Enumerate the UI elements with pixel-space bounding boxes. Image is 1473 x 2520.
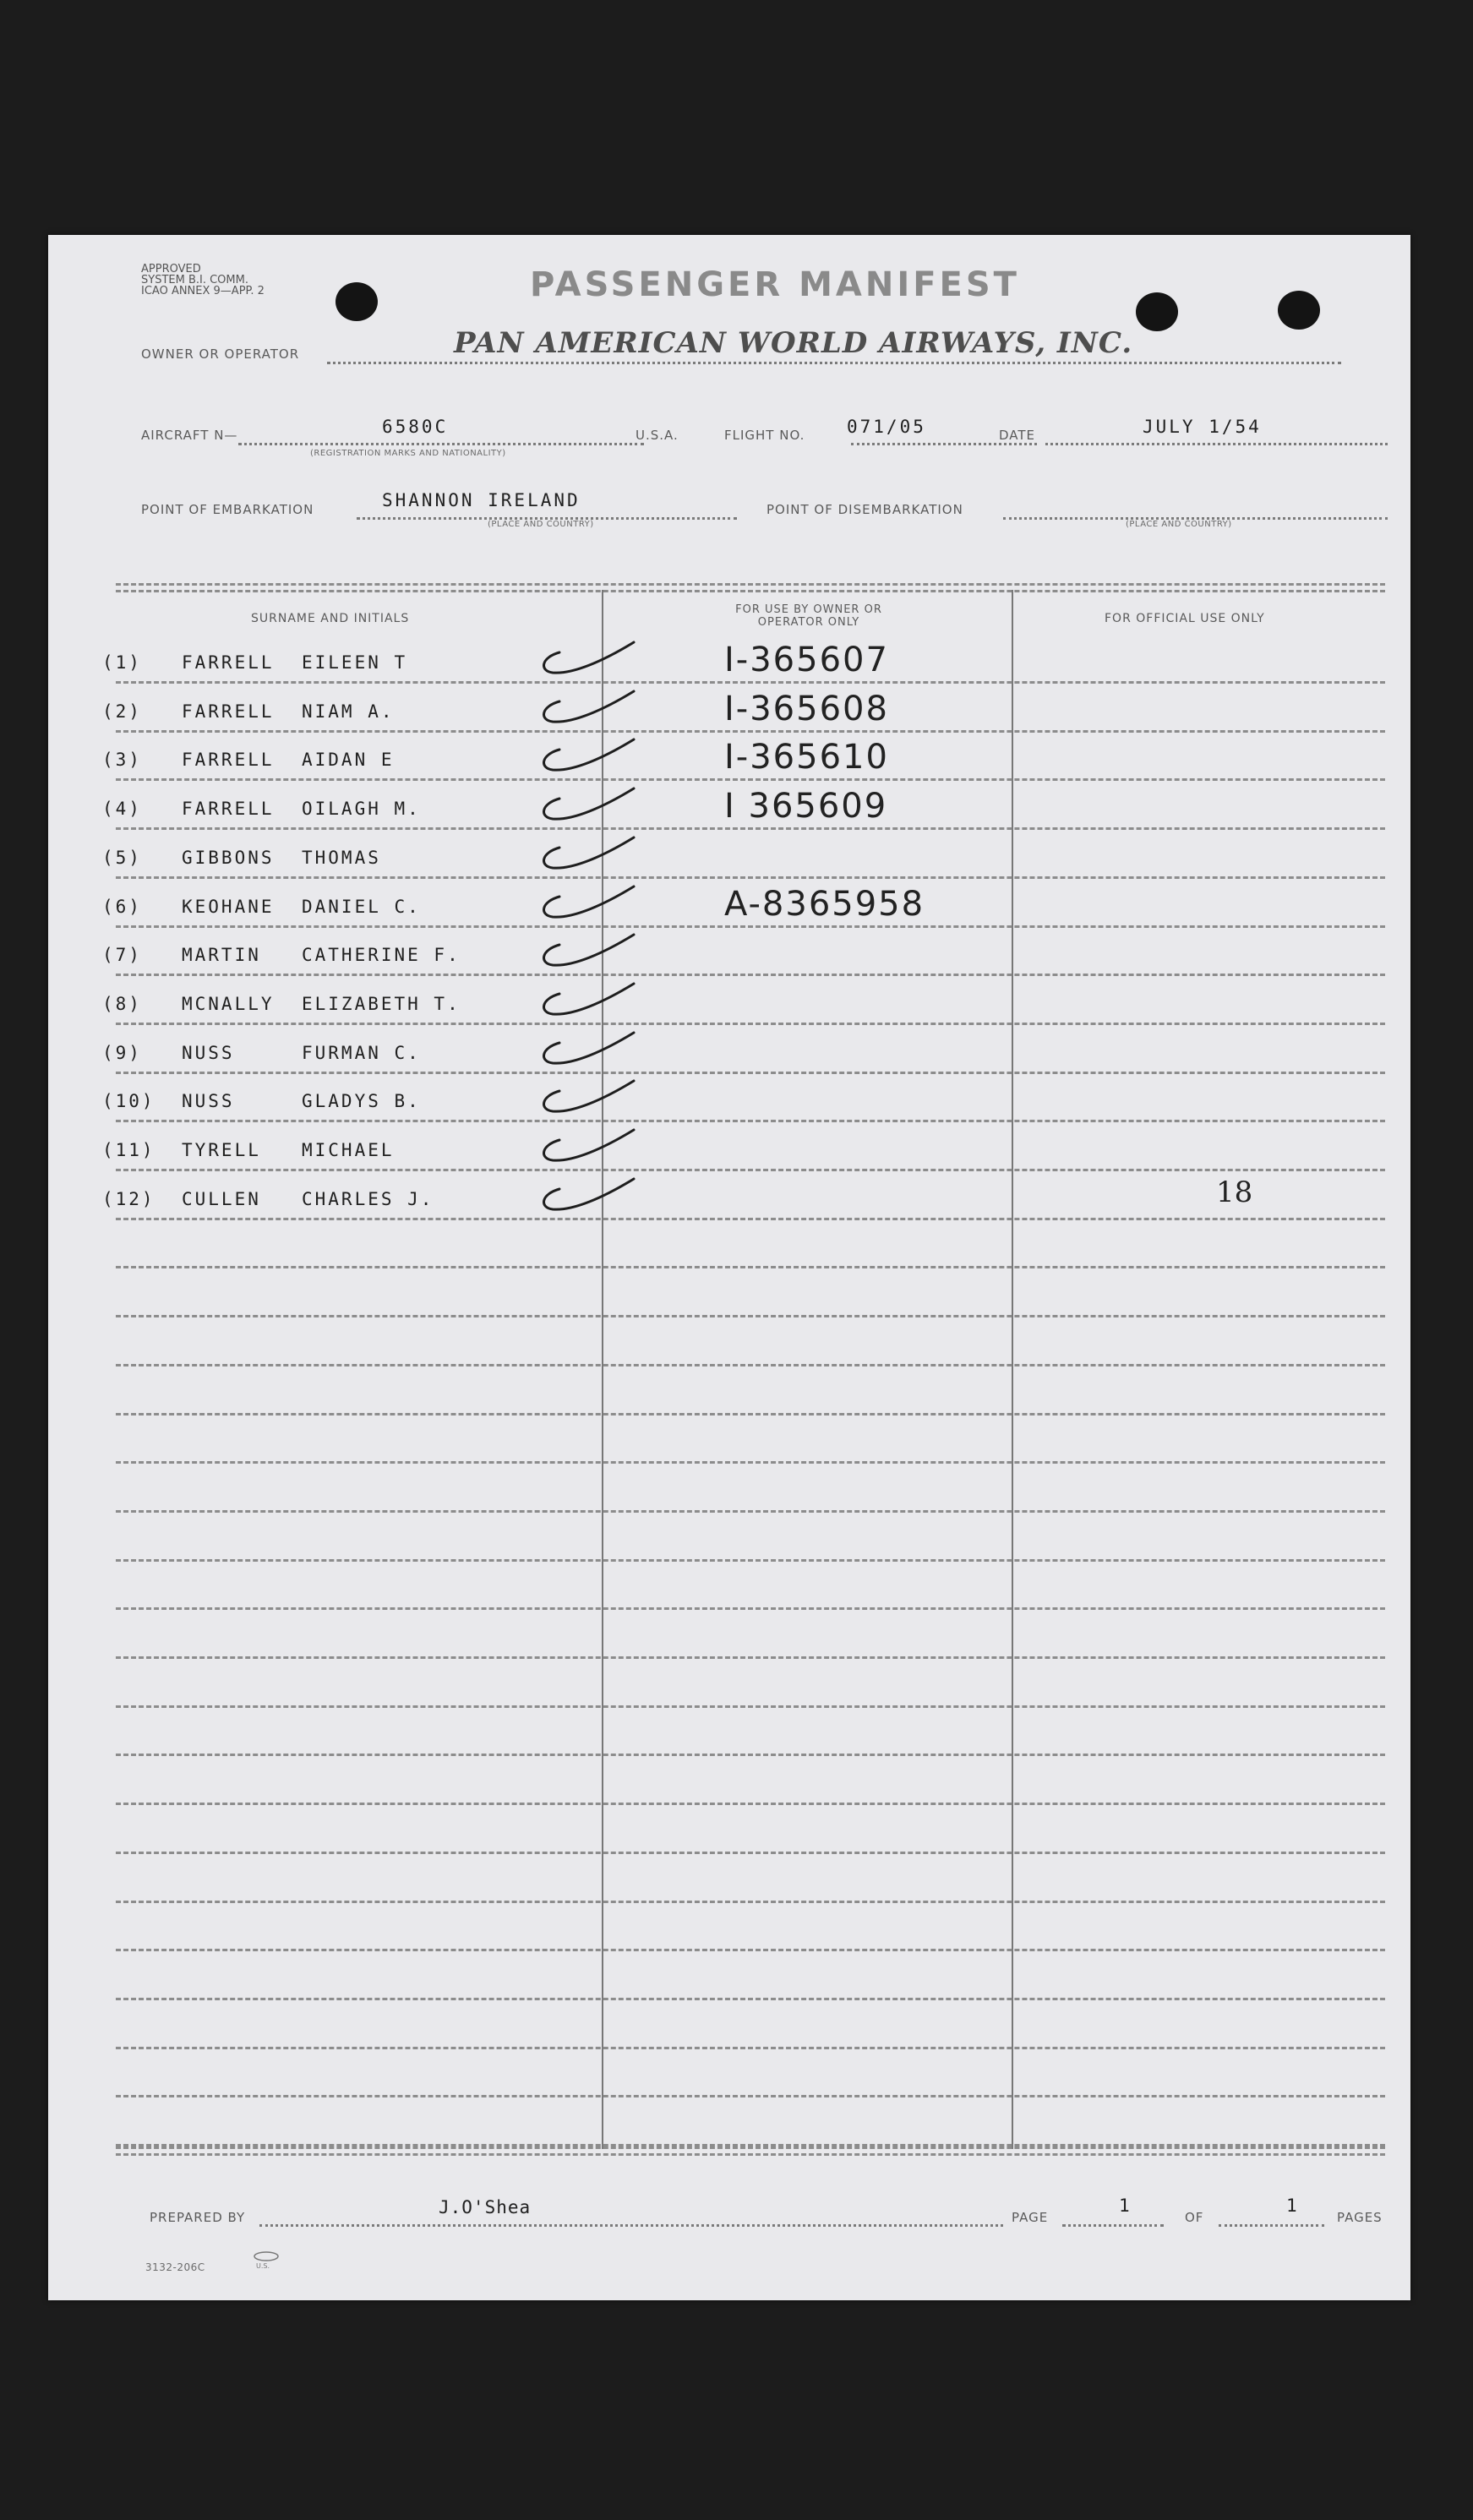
page-value: 1	[1119, 2195, 1132, 2216]
passenger-number: (9)	[102, 1043, 142, 1063]
row-rule	[116, 1559, 1385, 1562]
header-rule	[116, 583, 1385, 586]
checkmark-icon	[534, 685, 652, 732]
checkmark-icon	[534, 1123, 652, 1170]
passenger-row	[48, 1079, 1410, 1121]
approved-line: SYSTEM B.I. COMM.	[141, 274, 248, 286]
checkmark-icon	[534, 1074, 652, 1121]
col-surname-header: SURNAME AND INITIALS	[251, 612, 410, 625]
checkmark-icon	[534, 635, 652, 683]
row-rule	[116, 2095, 1385, 2097]
passenger-number: (8)	[102, 994, 142, 1014]
row-rule	[116, 1266, 1385, 1268]
form-title: PASSENGER MANIFEST	[530, 265, 1020, 304]
row-rule	[116, 1803, 1385, 1805]
passenger-number: (4)	[102, 799, 142, 819]
passenger-row	[48, 1177, 1410, 1219]
punch-hole-right-2	[1278, 291, 1320, 330]
passenger-given-names: GLADYS B.	[302, 1091, 421, 1111]
embark-label: POINT OF EMBARKATION	[141, 502, 314, 517]
punch-hole-left	[336, 282, 378, 321]
row-rule	[116, 1461, 1385, 1464]
passenger-surname: CULLEN	[182, 1189, 261, 1209]
flight-underline	[851, 443, 1037, 445]
passenger-given-names: CHARLES J.	[302, 1189, 434, 1209]
checkmark-icon	[534, 782, 652, 829]
passenger-given-names: FURMAN C.	[302, 1043, 421, 1063]
passenger-given-names: MICHAEL	[302, 1140, 395, 1160]
approved-stamp	[141, 264, 265, 297]
page-label: PAGE	[1012, 2210, 1049, 2225]
of-value: 1	[1286, 2195, 1300, 2216]
passenger-surname: NUSS	[182, 1043, 235, 1063]
passenger-id-note: I-365610	[724, 738, 889, 777]
row-rule	[116, 2047, 1385, 2049]
official-total: 18	[1216, 1175, 1253, 1209]
row-rule	[116, 1852, 1385, 1854]
col-official-header: FOR OFFICIAL USE ONLY	[1105, 612, 1265, 625]
pages-label: PAGES	[1337, 2210, 1383, 2225]
passenger-row	[48, 885, 1410, 927]
passenger-surname: FARRELL	[182, 799, 275, 819]
passenger-given-names: OILAGH M.	[302, 799, 421, 819]
row-rule	[116, 1656, 1385, 1659]
prepared-label: PREPARED BY	[150, 2210, 246, 2225]
checkmark-icon	[534, 928, 652, 975]
passenger-row	[48, 690, 1410, 732]
owner-value: PAN AMERICAN WORLD AIRWAYS, INC.	[454, 326, 1133, 360]
row-rule	[116, 1949, 1385, 1951]
passenger-surname: FARRELL	[182, 750, 275, 770]
checkmark-icon	[534, 977, 652, 1024]
passenger-surname: TYRELL	[182, 1140, 261, 1160]
passenger-number: (3)	[102, 750, 142, 770]
row-rule	[116, 1364, 1385, 1366]
passenger-surname: MARTIN	[182, 945, 261, 965]
passenger-given-names: THOMAS	[302, 848, 381, 868]
passenger-given-names: ELIZABETH T.	[302, 994, 461, 1014]
passenger-given-names: DANIEL C.	[302, 897, 421, 917]
footer-rule	[116, 2146, 1385, 2149]
passenger-surname: FARRELL	[182, 652, 275, 673]
prepared-value: J.O'Shea	[439, 2197, 532, 2217]
printer-mark-icon	[251, 2250, 281, 2275]
passenger-given-names: AIDAN E	[302, 750, 395, 770]
passenger-surname: NUSS	[182, 1091, 235, 1111]
passenger-surname: GIBBONS	[182, 848, 275, 868]
checkmark-icon	[534, 733, 652, 780]
aircraft-underline	[238, 443, 644, 445]
checkmark-icon	[534, 1026, 652, 1073]
passenger-row	[48, 1128, 1410, 1170]
passenger-id-note: I 365609	[724, 787, 888, 826]
nationality: U.S.A.	[636, 428, 679, 443]
passenger-row	[48, 641, 1410, 683]
checkmark-icon	[534, 1172, 652, 1219]
passenger-surname: FARRELL	[182, 701, 275, 722]
col-owner-header: FOR USE BY OWNER OR OPERATOR ONLY	[735, 603, 882, 629]
date-underline	[1045, 443, 1388, 445]
row-rule	[116, 1607, 1385, 1610]
passenger-number: (7)	[102, 945, 142, 965]
passenger-row	[48, 933, 1410, 975]
flight-label: FLIGHT NO.	[724, 428, 805, 443]
aircraft-label: AIRCRAFT N—	[141, 428, 238, 443]
disembark-note: (PLACE AND COUNTRY)	[1126, 520, 1232, 529]
passenger-number: (2)	[102, 701, 142, 722]
row-rule	[116, 1901, 1385, 1903]
checkmark-icon	[534, 880, 652, 927]
passenger-id-note: A-8365958	[724, 885, 925, 924]
header-rule	[116, 590, 1385, 592]
of-label: OF	[1185, 2210, 1204, 2225]
svg-text:U.S.: U.S.	[256, 2262, 270, 2270]
embark-note: (PLACE AND COUNTRY)	[488, 520, 594, 529]
passenger-surname: KEOHANE	[182, 897, 275, 917]
manifest-page	[48, 235, 1410, 2300]
row-rule	[116, 1705, 1385, 1708]
passenger-number: (10)	[102, 1091, 155, 1111]
row-rule	[116, 1754, 1385, 1756]
prepared-underline	[259, 2224, 1003, 2227]
approved-line: ICAO ANNEX 9—APP. 2	[141, 285, 265, 297]
aircraft-value: 6580C	[382, 417, 449, 437]
passenger-given-names: CATHERINE F.	[302, 945, 461, 965]
passenger-given-names: NIAM A.	[302, 701, 395, 722]
disembark-label: POINT OF DISEMBARKATION	[767, 502, 963, 517]
owner-label: OWNER OR OPERATOR	[141, 346, 300, 362]
owner-underline	[327, 362, 1341, 364]
passenger-number: (11)	[102, 1140, 155, 1160]
date-label: DATE	[999, 428, 1036, 443]
passenger-given-names: EILEEN T	[302, 652, 408, 673]
checkmark-icon	[534, 831, 652, 878]
row-rule	[116, 1510, 1385, 1513]
passenger-number: (6)	[102, 897, 142, 917]
punch-hole-right-1	[1136, 292, 1178, 331]
passenger-row	[48, 982, 1410, 1024]
passenger-row	[48, 1031, 1410, 1073]
passenger-id-note: I-365608	[724, 690, 889, 728]
passenger-number: (12)	[102, 1189, 155, 1209]
passenger-row	[48, 836, 1410, 878]
footer-rule	[116, 2153, 1385, 2156]
passenger-surname: MCNALLY	[182, 994, 275, 1014]
of-underline	[1219, 2224, 1324, 2227]
flight-value: 071/05	[847, 417, 926, 437]
approved-line: APPROVED	[141, 263, 201, 275]
passenger-row	[48, 738, 1410, 780]
page-underline	[1062, 2224, 1164, 2227]
embark-value: SHANNON IRELAND	[382, 490, 581, 510]
form-code: 3132-206C	[145, 2261, 205, 2273]
row-rule	[116, 1315, 1385, 1317]
row-rule	[116, 1413, 1385, 1415]
passenger-number: (5)	[102, 848, 142, 868]
row-rule	[116, 1998, 1385, 2000]
passenger-number: (1)	[102, 652, 142, 673]
aircraft-note: (REGISTRATION MARKS AND NATIONALITY)	[310, 449, 506, 458]
passenger-row	[48, 787, 1410, 829]
date-value: JULY 1/54	[1143, 417, 1262, 437]
passenger-id-note: I-365607	[724, 641, 889, 679]
